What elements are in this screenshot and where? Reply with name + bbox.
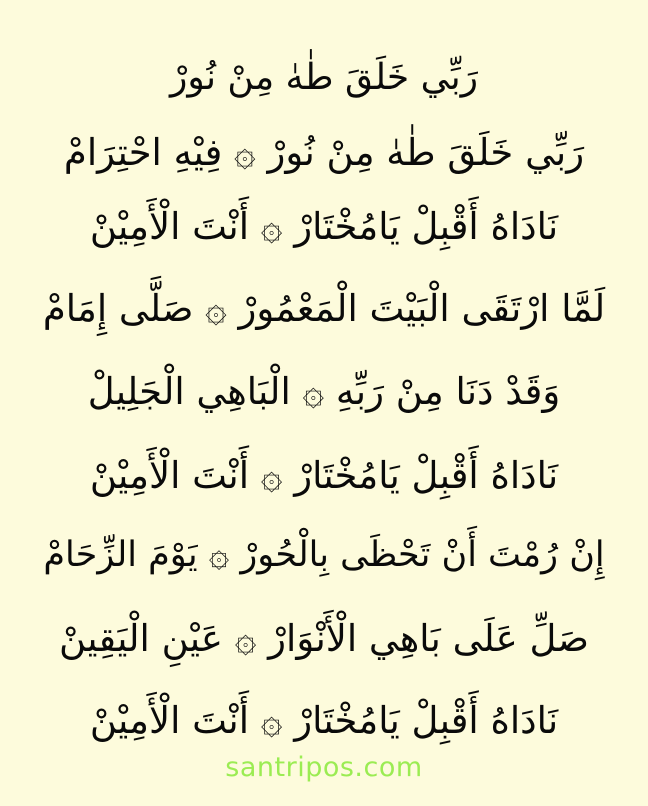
poem-verse-1: رَبِّي خَلَقَ طٰهٰ مِنْ نُورْ ۞ فِيْهِ احْتِرَامْ <box>63 131 585 174</box>
poem-title: رَبِّي خَلَقَ طٰهٰ مِنْ نُورْ <box>169 57 479 98</box>
poem-verse-2: نَادَاهُ أَقْبِلْ يَامُخْتَارْ ۞ أَنْتَ الْأَمِيْنْ <box>89 205 559 248</box>
poem-verse-5: نَادَاهُ أَقْبِلْ يَامُخْتَارْ ۞ أَنْتَ الْأَمِيْنْ <box>89 454 559 497</box>
poem-verse-8: نَادَاهُ أَقْبِلْ يَامُخْتَارْ ۞ أَنْتَ الْأَمِيْنْ <box>89 699 559 742</box>
poem-verse-7: صَلِّ عَلَى بَاهِي الْأَنْوَارْ ۞ عَيْنِ الْيَقِينْ <box>59 617 589 660</box>
watermark-text: santripos.com <box>225 752 423 783</box>
poem-verse-4: وَقَدْ دَنَا مِنْ رَبِّهِ ۞ الْبَاهِي الْجَلِيلْ <box>87 370 561 413</box>
poem-verse-3: لَمَّا ارْتَقَى الْبَيْتَ الْمَعْمُورْ ۞ صَلَّى إِمَامْ <box>42 287 606 330</box>
poem-verse-6: إِنْ رُمْتَ أَنْ تَحْظَى بِالْحُورْ ۞ يَوْمَ الزِّحَامْ <box>43 535 605 575</box>
